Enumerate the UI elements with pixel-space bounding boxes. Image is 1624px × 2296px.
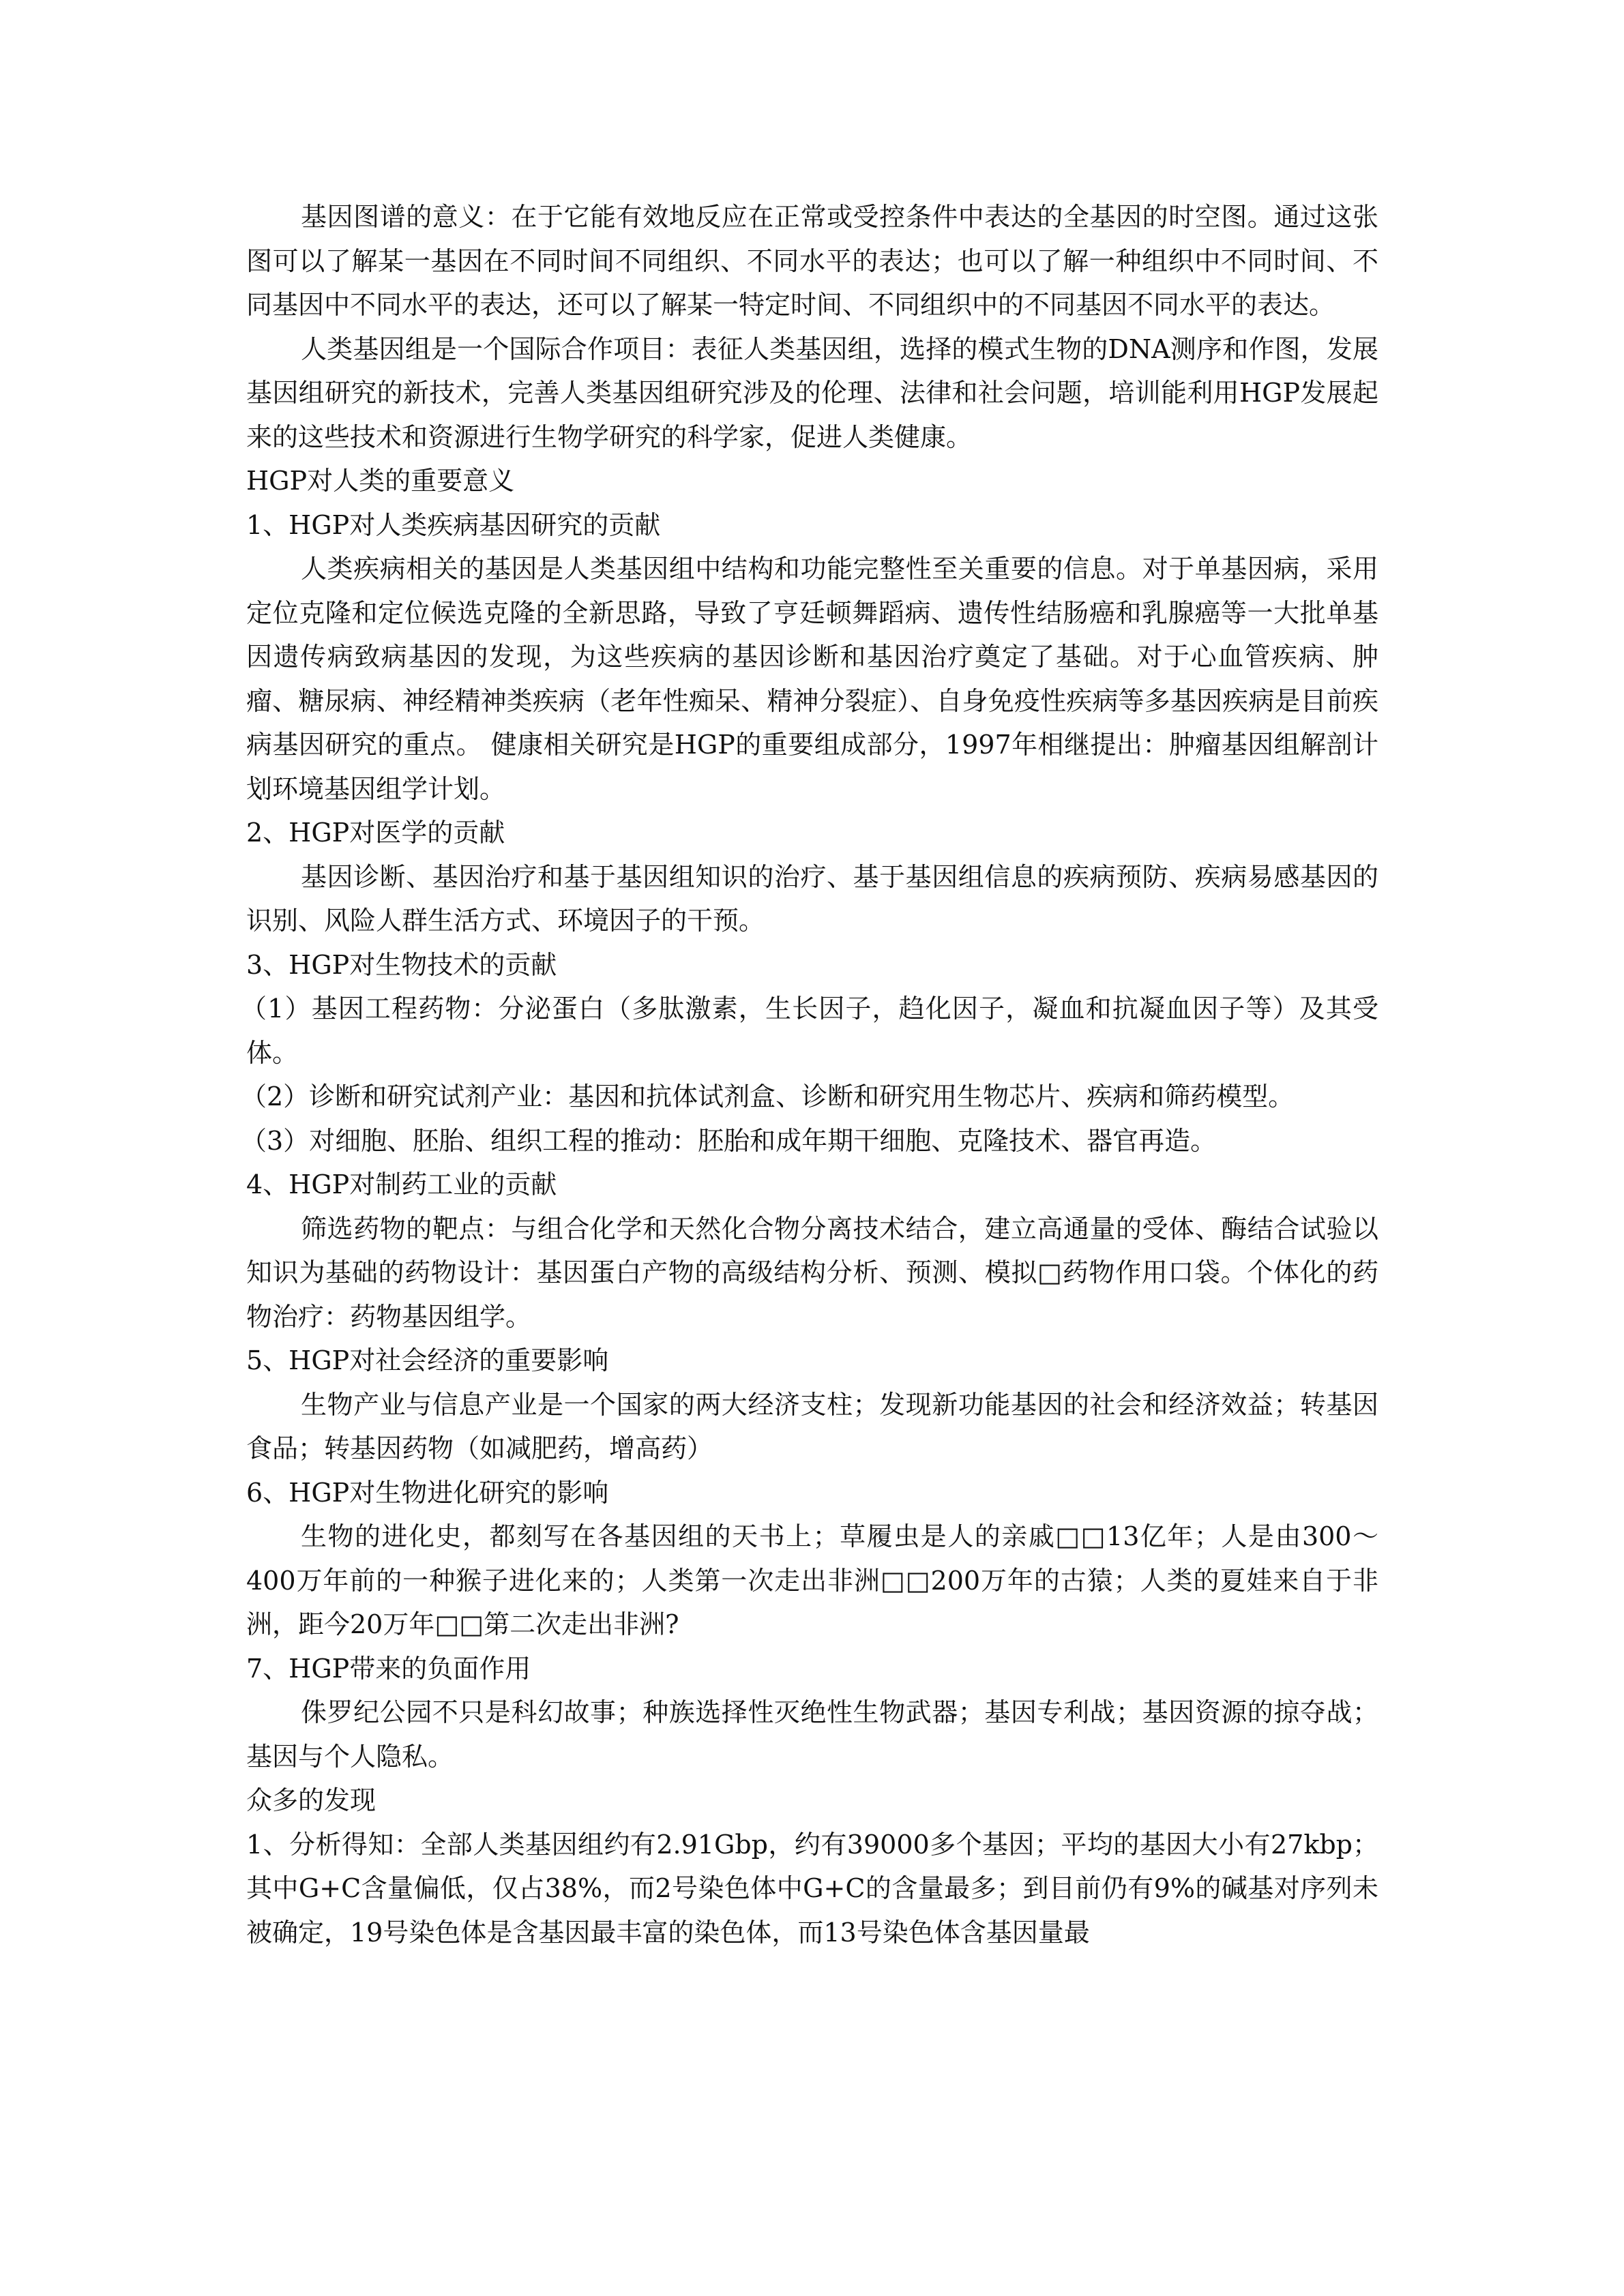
paragraph-disease-gene-research: 人类疾病相关的基因是人类基因组中结构和功能完整性至关重要的信息。对于单基因病，采用定位克隆和定位候选克隆的全新思路，导致了亨廷顿舞蹈病、遗传性结肠癌和乳腺癌等一大批单基因遗传病致病基因的发现，为这些疾病的基因诊断和基因治疗奠定了基础。对于心血管疾病、肿瘤、糖尿病、神经精神类疾病（老年性痴呆、精神分裂症）、自身免疫性疾病等多基因疾病是目前疾病基因研究的重点。 健康相关研究是HGP的重要组成部分，1997年相继提出：肿瘤基因组解剖计划环境基因组学计划。 (246, 554, 1378, 804)
document-body (241, 195, 1378, 1954)
heading-biotech-contribution: 3、HGP对生物技术的贡献 (246, 949, 557, 980)
heading-evolution-impact: 6、HGP对生物进化研究的影响 (246, 1477, 609, 1508)
paragraph-medicine-contribution: 基因诊断、基因治疗和基于基因组知识的治疗、基于基因组信息的疾病预防、疾病易感基因的识别、风险人群生活方式、环境因子的干预。 (246, 861, 1378, 936)
list-item-tissue-engineering: （3）对细胞、胚胎、组织工程的推动：胚胎和成年期干细胞、克隆技术、器官再造。 (241, 1125, 1217, 1156)
heading-hgp-significance: HGP对人类的重要意义 (246, 466, 515, 496)
heading-medicine-contribution: 2、HGP对医学的贡献 (246, 818, 505, 848)
paragraph-discoveries-1: 1、分析得知：全部人类基因组约有2.91Gbp，约有39000多个基因；平均的基因大小有27kbp；其中G+C含量偏低，仅占38%，而2号染色体中G+C的含量最多；到目前仍有9%的碱基对序列未被确定，19号染色体是含基因最丰富的染色体，而13号染色体含基因量最 (246, 1829, 1378, 1948)
paragraph-gene-map-meaning: 基因图谱的意义：在于它能有效地反应在正常或受控条件中表达的全基因的时空图。通过这张图可以了解某一基因在不同时间不同组织、不同水平的表达；也可以了解一种组织中不同时间、不同基因中不同水平的表达，还可以了解某一特定时间、不同组织中的不同基因不同水平的表达。 (246, 202, 1378, 320)
list-item-gene-engineering-drugs: （1）基因工程药物：分泌蛋白（多肽激素，生长因子，趋化因子，凝血和抗凝血因子等）及其受体。 (241, 994, 1378, 1068)
heading-disease-gene-research: 1、HGP对人类疾病基因研究的贡献 (246, 509, 661, 540)
paragraph-pharma-contribution: 筛选药物的靶点：与组合化学和天然化合物分离技术结合，建立高通量的受体、酶结合试验以知识为基础的药物设计：基因蛋白产物的高级结构分析、预测、模拟□药物作用口袋。个体化的药物治疗：药物基因组学。 (246, 1213, 1378, 1332)
heading-economic-impact: 5、HGP对社会经济的重要影响 (246, 1345, 609, 1375)
heading-negative-effects: 7、HGP带来的负面作用 (246, 1653, 531, 1684)
list-item-diagnostic-reagents: （2）诊断和研究试剂产业：基因和抗体试剂盒、诊断和研究用生物芯片、疾病和筛药模型。 (241, 1082, 1295, 1112)
paragraph-evolution-impact: 生物的进化史，都刻写在各基因组的天书上；草履虫是人的亲戚□□13亿年；人是由300～400万年前的一种猴子进化来的；人类第一次走出非洲□□200万年的古猿；人类的夏娃来自于非洲，距今20万年□□第二次走出非洲? (246, 1521, 1378, 1639)
heading-discoveries: 众多的发现 (246, 1785, 377, 1815)
paragraph-human-genome-project: 人类基因组是一个国际合作项目：表征人类基因组，选择的模式生物的DNA测序和作图，发展基因组研究的新技术，完善人类基因组研究涉及的伦理、法律和社会问题，培训能利用HGP发展起来的这些技术和资源进行生物学研究的科学家，促进人类健康。 (246, 333, 1378, 452)
paragraph-economic-impact: 生物产业与信息产业是一个国家的两大经济支柱；发现新功能基因的社会和经济效益；转基因食品；转基因药物（如减肥药，增高药） (246, 1389, 1378, 1463)
heading-pharma-contribution: 4、HGP对制药工业的贡献 (246, 1169, 557, 1199)
paragraph-negative-effects: 侏罗纪公园不只是科幻故事；种族选择性灭绝性生物武器；基因专利战；基因资源的掠夺战；基因与个人隐私。 (246, 1697, 1378, 1772)
